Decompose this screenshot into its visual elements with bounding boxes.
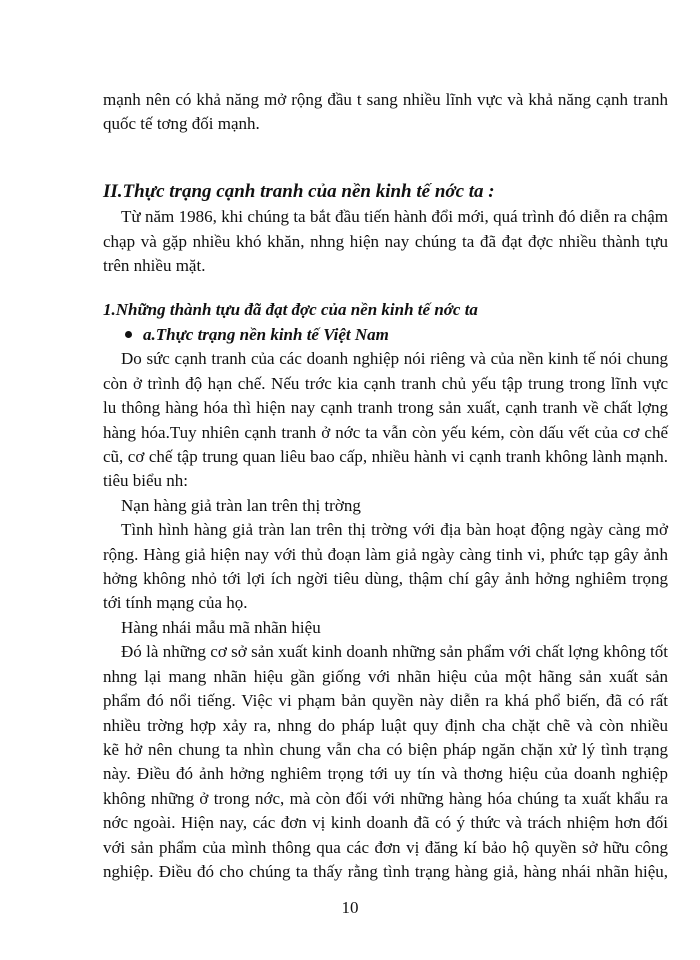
page-number: 10 (341, 898, 359, 917)
intro-line-2: quốc tế tơng đối mạnh. (103, 114, 260, 133)
para1-line-6: tiêu biểu nh: (103, 471, 188, 490)
para2-line-2: rộng. Hàng giả hiện nay với thủ đoạn làm giả ngày càng tinh vi, phức tạp gây ảnh (103, 545, 668, 564)
item1-title: Nạn hàng giả tràn lan trên thị trờng (121, 496, 361, 515)
para3-line-9: với sản phẩm của mình thông qua các đơn vị đăng kí bảo hộ quyền sở hữu công (103, 838, 668, 857)
para2-line-1: Tình hình hàng giả tràn lan trên thị trờng với địa bàn hoạt động ngày càng mở (121, 520, 668, 539)
para1-line-1: Do sức cạnh tranh của các doanh nghiệp nói riêng và của nền kinh tế nói chung (121, 349, 668, 368)
para1-line-5: cũ, cơ chế tập trung quan liêu bao cấp, nhiều hành vi cạnh tranh không lành mạnh. (103, 447, 668, 466)
para1-line-4: hàng hóa.Tuy nhiên cạnh tranh ở nớc ta vẫn còn yếu kém, còn dấu vết của cơ chế (103, 423, 668, 442)
subsection-title: 1.Những thành tựu đã đạt đợc của nền kinh tế nớc ta (103, 300, 478, 319)
body-line-3: trên nhiều mặt. (103, 256, 206, 275)
para1-line-2: còn ở trình độ hạn chế. Nếu trớc kia cạnh tranh chủ yếu tập trung trong lĩnh vực (103, 374, 668, 393)
para2-line-4: tới tính mạng của họ. (103, 593, 248, 612)
para3-line-1: Đó là những cơ sở sản xuất kinh doanh những sản phẩm với chất lợng không tốt (121, 642, 668, 661)
bullet-title: a.Thực trạng nền kinh tế Việt Nam (143, 325, 389, 344)
bullet-icon (125, 331, 132, 338)
para2-line-3: hởng không nhỏ tới lợi ích ngời tiêu dùng, thậm chí gây ảnh hởng nghiêm trọng (103, 569, 668, 588)
para3-line-3: phẩm đó nổi tiếng. Việc vi phạm bản quyền này diễn ra khá phổ biến, đã có rất (103, 691, 668, 710)
para3-line-8: nớc ngoài. Hiện nay, các đơn vị kinh doanh đã có ý thức và trách nhiệm hơn đối (103, 813, 668, 832)
para3-line-2: nhng lại mang nhãn hiệu gần giống với nhãn hiệu của một hãng sản xuất sản (103, 667, 668, 686)
para3-line-7: không những ở trong nớc, mà còn đối với những hàng hóa chúng ta xuất khẩu ra (103, 789, 668, 808)
body-line-2: chạp và gặp nhiều khó khăn, nhng hiện nay chúng ta đã đạt đợc nhiều thành tựu (103, 232, 668, 251)
para3-line-10: nghiệp. Điều đó cho chúng ta thấy rằng tình trạng hàng giả, hàng nhái nhãn hiệu, (103, 862, 668, 881)
para1-line-3: lu thông hàng hóa thì hiện nay cạnh tranh trong sản xuất, cạnh tranh về chất lợng (103, 398, 668, 417)
item2-title: Hàng nhái mẫu mã nhãn hiệu (121, 618, 321, 637)
body-line-1: Từ năm 1986, khi chúng ta bắt đầu tiến hành đổi mới, quá trình đó diễn ra chậm (121, 207, 668, 226)
para3-line-4: nhiều trờng hợp xảy ra, nhng do pháp luật quy định cha chặt chẽ và còn nhiều (103, 716, 668, 735)
intro-line-1: mạnh nên có khả năng mở rộng đầu t sang nhiều lĩnh vực và khả năng cạnh tranh (103, 90, 668, 109)
section-title: II.Thực trạng cạnh tranh của nền kinh tế nớc ta : (103, 181, 495, 202)
para3-line-5: kẽ hở nên chung ta nhìn chung vẫn cha có biện pháp ngăn chặn xử lý tình trạng (103, 740, 668, 759)
para3-line-6: này. Điều đó ảnh hởng nghiêm trọng tới uy tín và thơng hiệu của doanh nghiệp (103, 764, 668, 783)
